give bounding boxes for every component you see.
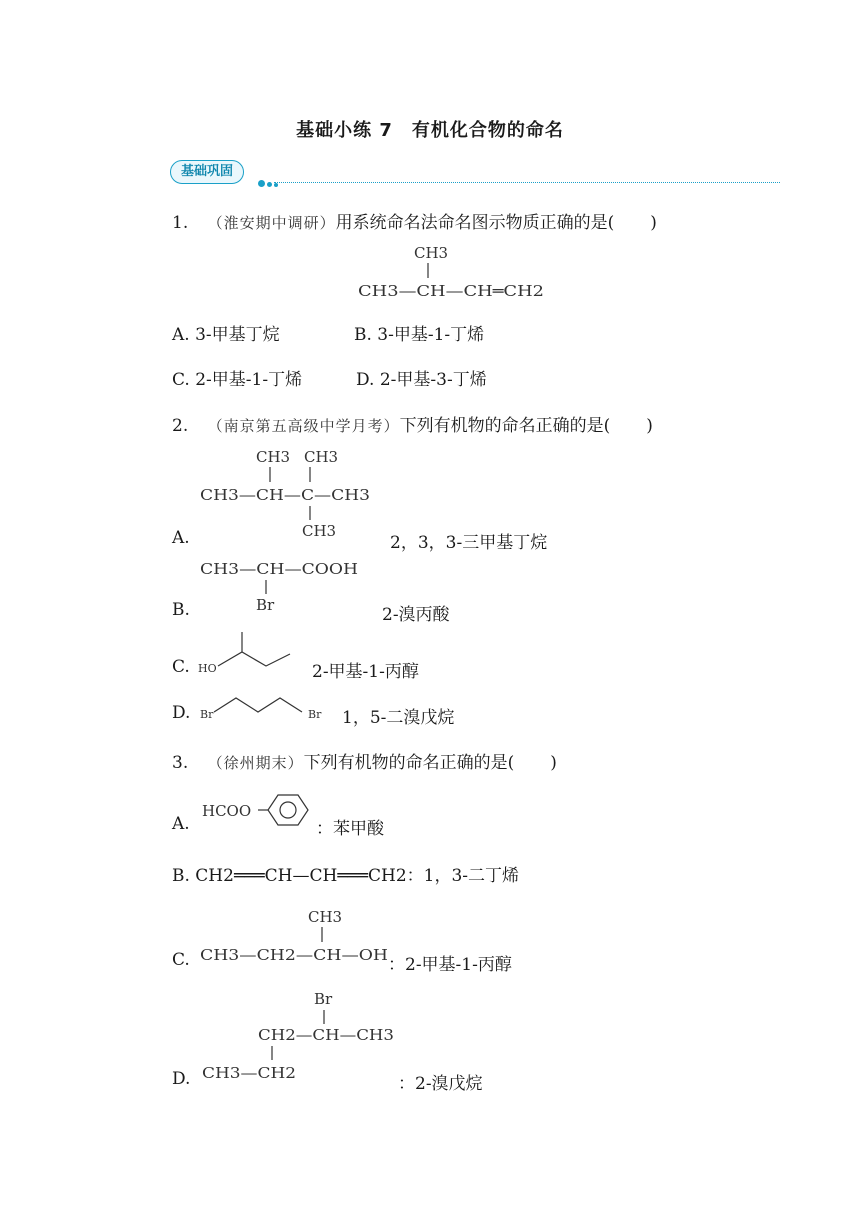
- q1-option-b: B. 3-甲基-1-丁烯: [354, 325, 485, 345]
- q3-option-d-label: D.: [172, 1069, 191, 1089]
- q3d-mid-chain: CH2—CH—CH3: [258, 1026, 394, 1044]
- q3a-structure: [200, 790, 320, 830]
- q1-structure: [356, 240, 556, 304]
- question-source: （南京第五高级中学月考）: [207, 417, 400, 435]
- q3d-low-chain: CH3—CH2: [202, 1064, 296, 1082]
- q1-methyl-label: CH3: [414, 244, 449, 262]
- question-text: 下列有机物的命名正确的是(: [399, 416, 611, 436]
- q3d-bromo: Br: [314, 990, 333, 1008]
- q2-option-c-label: C.: [172, 657, 190, 677]
- q3-option-a-name: ：苯甲酸: [316, 819, 384, 839]
- q2b-bromo: Br: [256, 596, 275, 614]
- question-number: 2.: [172, 416, 189, 436]
- section-badge: 基础巩固: [170, 160, 244, 184]
- question-text: 用系统命名法命名图示物质正确的是(: [335, 213, 615, 233]
- q2b-main-chain: CH3—CH—COOH: [200, 560, 358, 578]
- q2-option-a-label: A.: [172, 528, 190, 548]
- q2a-structure: [198, 444, 378, 542]
- q2-option-b-label: B.: [172, 600, 190, 620]
- question-number: 3.: [172, 753, 189, 773]
- question-1-stem: 1. （淮安期中调研）用系统命名法命名图示物质正确的是( ): [172, 213, 657, 233]
- q3d-structure: [200, 988, 400, 1084]
- q2d-bromo-right: Br: [308, 708, 322, 721]
- q2a-methyl-1: CH3: [256, 448, 291, 466]
- q2a-main-chain: CH3—CH—C—CH3: [200, 486, 370, 504]
- q2d-skeletal-structure: [198, 694, 330, 724]
- q2-option-d-label: D.: [172, 703, 191, 723]
- q3-option-b: B. CH2═══CH—CH═══CH2：1，3-二丁烯: [172, 866, 520, 886]
- question-text: 下列有机物的命名正确的是(: [303, 753, 515, 773]
- q1-main-chain: CH3—CH—CH═CH2: [358, 282, 544, 300]
- q3-option-c-name: ：2-甲基-1-丙醇: [388, 955, 512, 975]
- q3c-methyl: CH3: [308, 908, 343, 926]
- q2-option-b-name: 2-溴丙酸: [382, 605, 450, 625]
- q2c-skeletal-structure: [196, 630, 300, 676]
- q1-option-d: D. 2-甲基-3-丁烯: [356, 370, 487, 390]
- q2b-structure: [198, 554, 368, 614]
- q3a-formula: HCOO: [202, 802, 252, 820]
- q3c-main-chain: CH3—CH2—CH—OH: [200, 946, 388, 964]
- q2-option-d-name: 1，5-二溴戊烷: [342, 708, 455, 728]
- q3-option-a-label: A.: [172, 814, 190, 834]
- question-number: 1.: [172, 213, 189, 233]
- question-source: （徐州期末）: [207, 754, 304, 772]
- section-divider: [274, 182, 780, 183]
- q2a-methyl-3: CH3: [302, 522, 337, 540]
- q2a-methyl-2: CH3: [304, 448, 339, 466]
- q3c-structure: [198, 904, 398, 964]
- q1-option-c: C. 2-甲基-1-丁烯: [172, 370, 303, 390]
- section-header: [170, 158, 780, 188]
- q2-option-c-name: 2-甲基-1-丙醇: [312, 662, 419, 682]
- q3-option-c-label: C.: [172, 950, 190, 970]
- q2d-bromo-left: Br: [200, 708, 214, 721]
- question-2-stem: 2. （南京第五高级中学月考）下列有机物的命名正确的是( ): [172, 416, 653, 436]
- question-source: （淮安期中调研）: [207, 214, 336, 232]
- q2c-hydroxyl-label: HO: [198, 662, 217, 675]
- question-3-stem: 3. （徐州期末）下列有机物的命名正确的是( ): [172, 753, 557, 773]
- q3-option-d-name: ：2-溴戊烷: [398, 1074, 483, 1094]
- q2-option-a-name: 2，3，3-三甲基丁烷: [390, 533, 548, 553]
- page-title: 基础小练 7 有机化合物的命名: [296, 120, 564, 141]
- q1-option-a: A. 3-甲基丁烷: [172, 325, 280, 345]
